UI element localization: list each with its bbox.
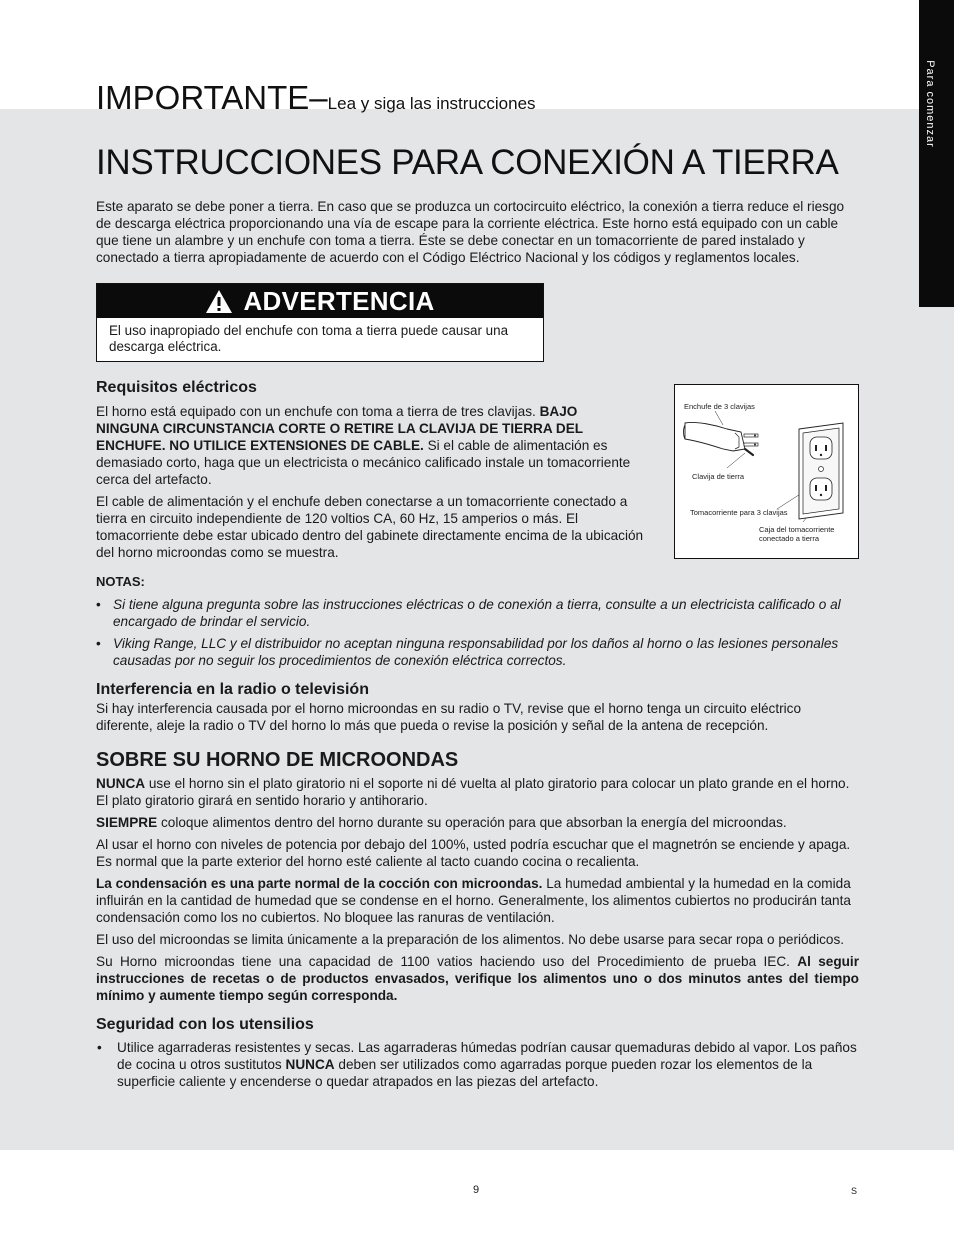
label-three-prong-outlet: Tomacorriente para 3 clavijas [690, 508, 788, 517]
about-p2-bold: SIEMPRE [96, 815, 158, 830]
utensil-safety-heading: Seguridad con los utensilios [96, 1016, 314, 1033]
about-microwave-heading: SOBRE SU HORNO DE MICROONDAS [96, 749, 459, 771]
notes-item: • Viking Range, LLC y el distribuidor no aceptan ninguna responsabilidad por los daños al horno o las lesiones personales causadas por no seguir los procedimientos de conexión eléctrica correctos. [96, 635, 859, 669]
about-paragraph-1 [96, 775, 859, 809]
interference-paragraph: Si hay interferencia causada por el horno microondas en su radio o TV, revise que el horno tenga un circuito eléctrico diferente, aleje la radio o TV del horno lo más que pueda o revise la posición y señal de la antena de recepción. [96, 701, 802, 733]
req-p1-bold: BAJO NINGUNA CIRCUNSTANCIA CORTE O RETIRE LA CLAVIJA DE TIERRA DEL ENCHUFE. NO UTILICE EXTENSIONES DE CABLE. [96, 404, 583, 453]
language-marker: S [851, 1186, 858, 1196]
requirements-section [96, 398, 859, 561]
warning-text: El uso inapropiado del enchufe con toma a tierra puede causar una descarga eléctrica. [109, 323, 509, 354]
about-p6-text: Su Horno microondas tiene una capacidad de 1100 vatios haciendo uso del Procedimiento de prueba IEC. [96, 954, 798, 969]
safety-text-a: Utilice agarraderas resistentes y secas. Las agarraderas húmedas podrían causar quemaduras debido al vapor. Los paños de cocina u otros sustitutos [117, 1040, 857, 1072]
about-p4-text: La humedad ambiental y la humedad en la comida influirán en la cantidad de humedad que se condense en el horno. Generalmente, los alimentos cubiertos no producirán tanta condensación como los no cubiertos. No bloquee las ranuras de ventilación. [96, 876, 851, 925]
important-heading [96, 78, 859, 124]
utensil-safety-list [96, 1039, 859, 1090]
intro-paragraph: Este aparato se debe poner a tierra. En caso que se produzca un cortocircuito eléctrico, la conexión a tierra reduce el riesgo de descarga eléctrica proporcionando una vía de escape para la corriente eléctrica. Este horno está equipado con un cable que tiene un alambre y un enchufe con toma a tierra. Éste se debe conectar en un tomacorriente de pared instalado y conectado a tierra apropiadamente de acuerdo con el Código Eléctrico Nacional y los códigos y reglamentos locales. [96, 199, 845, 265]
requirements-paragraph-2: El cable de alimentación y el enchufe deben conectarse a un tomacorriente conectado a tierra en circuito independiente de 120 voltios CA, 60 Hz, 15 amperios o más. El tomacorriente debe estar ubicado dentro del gabinete directamente encima de la ubicación del horno microondas como se muestra. [96, 494, 644, 560]
important-word: IMPORTANTE [96, 79, 310, 116]
warning-title: ADVERTENCIA [243, 285, 435, 316]
electrical-requirements-heading: Requisitos eléctricos [96, 379, 257, 396]
interference-heading: Interferencia en la radio o televisión [96, 681, 369, 698]
grounding-diagram [674, 384, 859, 559]
safety-text-c: deben ser utilizados como agarradas porque pueden rozar los elementos de la superficie caliente y encenderse o quedar atrapados en las piezas del artefacto. [117, 1057, 813, 1089]
page-number: 9 [473, 1184, 480, 1196]
about-paragraph-4 [96, 875, 859, 926]
safety-text-bold: NUNCA [285, 1057, 335, 1072]
important-subtitle: Lea y siga las instrucciones [327, 94, 536, 113]
warning-box [96, 283, 544, 362]
label-grounded-box-1: Caja del tomacorriente [759, 525, 835, 534]
req-p1-a: El horno está equipado con un enchufe con toma a tierra de tres clavijas. [96, 404, 540, 419]
label-three-prong-plug: Enchufe de 3 clavijas [684, 402, 755, 411]
label-grounded-box-2: conectado a tierra [759, 534, 820, 543]
notes-item: • Si tiene alguna pregunta sobre las instrucciones eléctricas o de conexión a tierra, consulte a un electricista calificado o al encargado de brindar el servicio. [96, 596, 859, 630]
requirements-paragraph-1 [96, 403, 644, 488]
page-title: INSTRUCCIONES PARA CONEXIÓN A TIERRA [96, 143, 839, 182]
about-p1-text: use el horno sin el plato giratorio ni el soporte ni dé vuelta al plato giratorio para colocar un plato grande en el horno. El plato giratorio girará en sentido horario y antihorario. [96, 776, 850, 808]
about-p6-bold: Al seguir instrucciones de recetas o de productos envasados, verifique los alimentos uno o dos minutos antes del tiempo mínimo y aumente tiempo según corresponda. [96, 954, 860, 1003]
about-p2-text: coloque alimentos dentro del horno durante su operación para que absorban la energía del microondas. [157, 815, 787, 830]
section-side-tab [919, 0, 954, 307]
notes-list [96, 596, 859, 669]
page-content [96, 78, 859, 1090]
req-p1-c: Si el cable de alimentación es demasiado corto, haga que un electricista o mecánico calificado instale un tomacorriente cerca del artefacto. [96, 438, 631, 487]
about-p1-bold: NUNCA [96, 776, 146, 791]
about-paragraph-3: Al usar el horno con niveles de potencia por debajo del 100%, usted podría escuchar que el magnetrón se enciende y apaga. Es normal que la parte exterior del horno esté caliente al tacto cuando cocina o recalienta. [96, 837, 851, 869]
about-paragraph-6 [96, 953, 859, 1004]
warning-triangle-icon [205, 289, 233, 314]
about-paragraph-2 [96, 814, 859, 831]
side-tab-label: Para comenzar [924, 60, 936, 148]
notes-title: NOTAS: [96, 574, 145, 589]
warning-header [97, 284, 543, 318]
requirements-text [96, 398, 644, 561]
about-paragraph-5: El uso del microondas se limita únicamente a la preparación de los alimentos. No debe usarse para secar ropa o periódicos. [96, 932, 845, 947]
about-microwave-section [96, 775, 859, 1004]
about-p4-bold: La condensación es una parte normal de la cocción con microondas. [96, 876, 543, 891]
utensil-safety-item [96, 1039, 859, 1090]
label-ground-pin: Clavija de tierra [692, 472, 745, 481]
important-dash: – [309, 79, 328, 116]
